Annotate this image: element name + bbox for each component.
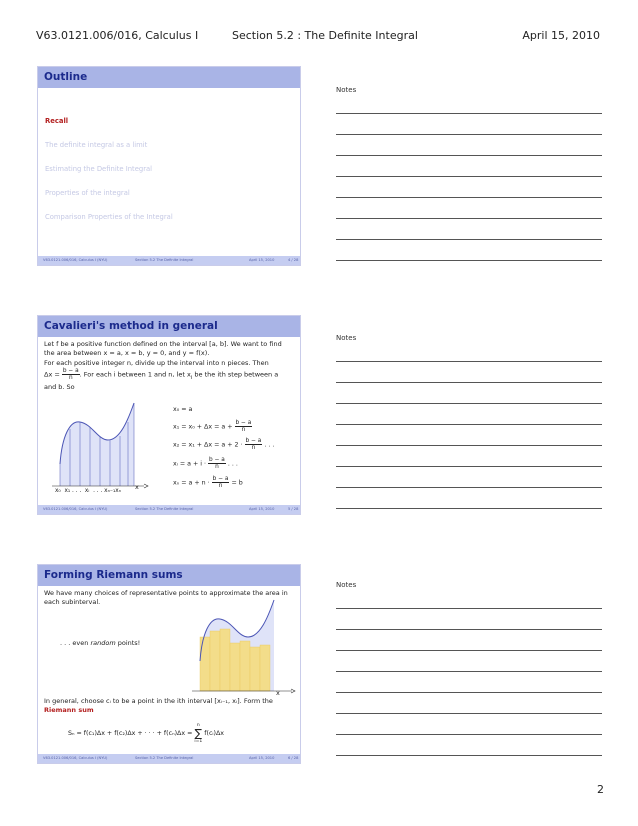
axis-arrow [144, 484, 148, 488]
paragraph-intro: Let f be a positive function defined on the interval [a, b]. We want to find the area between x = a, x = b, y = 0, and y = f(x). [44, 340, 282, 358]
outline-item-definite-integral: The definite integral as a limit [45, 141, 148, 149]
footer-date: April 15, 2010 [249, 507, 275, 511]
slide-outline [37, 66, 301, 266]
note-line [336, 134, 602, 135]
footer-course: V63.0121.006/016, Calculus I (NYU) [43, 756, 108, 760]
note-line [336, 692, 602, 693]
note-line [336, 713, 602, 714]
fraction-denominator: n [241, 427, 246, 433]
riemann-rectangle [230, 643, 240, 691]
fraction-numerator: b − a [212, 476, 229, 482]
slide-cavalieri [37, 315, 301, 515]
equation-xi-text: xᵢ = a + i · [173, 460, 207, 468]
note-line [336, 487, 602, 488]
slide-title: Outline [38, 67, 300, 88]
note-line [336, 508, 602, 509]
note-line [336, 155, 602, 156]
slide-title: Cavalieri's method in general [38, 316, 300, 337]
fraction-numerator: b − a [245, 438, 262, 444]
equation-xn [173, 476, 243, 489]
paragraph-general-text: In general, choose cᵢ to be a point in the ith interval [xᵢ₋₁, xᵢ]. Form the [44, 697, 273, 705]
paragraph-step: . For each i between 1 and n, let x [79, 370, 191, 379]
slide-footer [38, 754, 300, 763]
outline-item-properties: Properties of the integral [45, 189, 130, 197]
summation-symbol [194, 723, 202, 744]
fraction-numerator: b − a [62, 367, 79, 374]
footer-section: Section 5.2 The Definite Integral [135, 756, 194, 760]
note-line [336, 239, 602, 240]
note-line [336, 113, 602, 114]
riemann-rectangle [260, 645, 270, 691]
random-points-caption [60, 639, 140, 647]
note-line [336, 755, 602, 756]
paragraph-step-end: be the ith step between a [192, 370, 279, 379]
note-line [336, 734, 602, 735]
ellipsis: . . . [264, 441, 275, 449]
slide-title: Forming Riemann sums [38, 565, 300, 586]
note-line [336, 403, 602, 404]
delta-x-label: Δx = [44, 370, 60, 379]
equation-x1-text: x₁ = x₀ + Δx = a + [173, 423, 233, 431]
fraction [208, 457, 226, 470]
fraction-denominator: n [251, 445, 256, 451]
header-date: April 15, 2010 [522, 29, 600, 42]
page-header [0, 0, 638, 40]
fraction-denominator: n [218, 483, 223, 489]
paragraph-general [44, 697, 294, 716]
paragraph-delta [44, 368, 294, 383]
formula-text: Sₙ = f(c₁)Δx + f(c₂)Δx + · · · + f(cₙ)Δx = [68, 730, 193, 737]
sigma-icon: ∑ [194, 727, 203, 740]
note-line [336, 197, 602, 198]
notes-label: Notes [336, 86, 357, 94]
note-line [336, 260, 602, 261]
equation-xn-text: xₙ = a + n · [173, 479, 210, 487]
summation-lower: i=1 [194, 739, 203, 744]
note-line [336, 445, 602, 446]
equation-x0: x₀ = a [173, 406, 193, 413]
slide-text [44, 340, 294, 392]
random-post: points! [115, 639, 141, 647]
note-line [336, 424, 602, 425]
equation-xi [173, 457, 238, 470]
equation-x2-text: x₂ = x₁ + Δx = a + 2 · [173, 441, 243, 449]
footer-section: Section 5.2 The Definite Integral [135, 507, 194, 511]
note-line [336, 176, 602, 177]
paragraph-so: and b. So [44, 382, 75, 391]
note-line [336, 218, 602, 219]
riemann-rectangle [220, 629, 230, 691]
footer-page: 6 / 28 [288, 756, 299, 760]
fraction [212, 476, 230, 489]
note-line [336, 382, 602, 383]
summation-upper: n [196, 723, 200, 728]
footer-section: Section 5.2 The Definite Integral [135, 258, 194, 262]
footer-page: 4 / 28 [288, 258, 299, 262]
footer-date: April 15, 2010 [249, 258, 275, 262]
page-number: 2 [597, 783, 604, 796]
riemann-sum-term: Riemann sum [44, 706, 94, 715]
header-course: V63.0121.006/016, Calculus I [36, 29, 199, 42]
slide-footer [38, 256, 300, 265]
note-line [336, 608, 602, 609]
paragraph-choices: We have many choices of representative points to approximate the area in each subinterval. [44, 589, 288, 607]
axis-tick-labels: x₀ x₁ . . . xᵢ . . . xₙ₋₁xₙ [55, 488, 122, 494]
slide-riemann-sums [37, 564, 301, 764]
fraction [235, 420, 253, 433]
riemann-graph [188, 599, 298, 699]
note-line [336, 629, 602, 630]
random-pre: . . . even [60, 639, 91, 647]
note-line [336, 466, 602, 467]
equation-xn-end: = b [231, 479, 243, 487]
random-emphasis: random [90, 639, 116, 647]
axis-label-x: x [276, 689, 280, 697]
area-fill [60, 403, 134, 486]
fraction-numerator: b − a [209, 457, 225, 463]
paragraph-divide: For each positive integer n, divide up the interval into n pieces. Then [44, 358, 269, 367]
axis-label-x: x [135, 483, 139, 491]
fraction-denominator: n [68, 374, 73, 381]
note-line [336, 671, 602, 672]
riemann-rectangle [250, 647, 260, 691]
footer-course: V63.0121.006/016, Calculus I (NYU) [43, 507, 108, 511]
note-line [336, 361, 602, 362]
slide-footer [38, 505, 300, 514]
fraction [62, 368, 80, 381]
riemann-sum-formula [68, 723, 224, 744]
notes-label: Notes [336, 581, 357, 589]
riemann-rectangle [210, 631, 220, 691]
fraction [245, 438, 263, 451]
subscript-i: i [190, 374, 193, 381]
outline-item-recall: Recall [45, 117, 69, 125]
summation-term: f(cᵢ)Δx [204, 730, 225, 737]
equation-x2 [173, 438, 274, 451]
footer-page: 5 / 28 [288, 507, 299, 511]
ellipsis: . . . [227, 460, 238, 468]
outline-item-estimating: Estimating the Definite Integral [45, 165, 153, 173]
outline-item-comparison: Comparison Properties of the Integral [45, 213, 173, 221]
notes-label: Notes [336, 334, 357, 342]
header-section: Section 5.2 : The Definite Integral [232, 29, 418, 42]
fraction-denominator: n [215, 464, 219, 470]
note-line [336, 650, 602, 651]
fraction-numerator: b − a [235, 420, 252, 426]
footer-course: V63.0121.006/016, Calculus I (NYU) [43, 258, 108, 262]
footer-date: April 15, 2010 [249, 756, 275, 760]
equation-x1 [173, 420, 252, 433]
riemann-rectangle [240, 641, 250, 691]
